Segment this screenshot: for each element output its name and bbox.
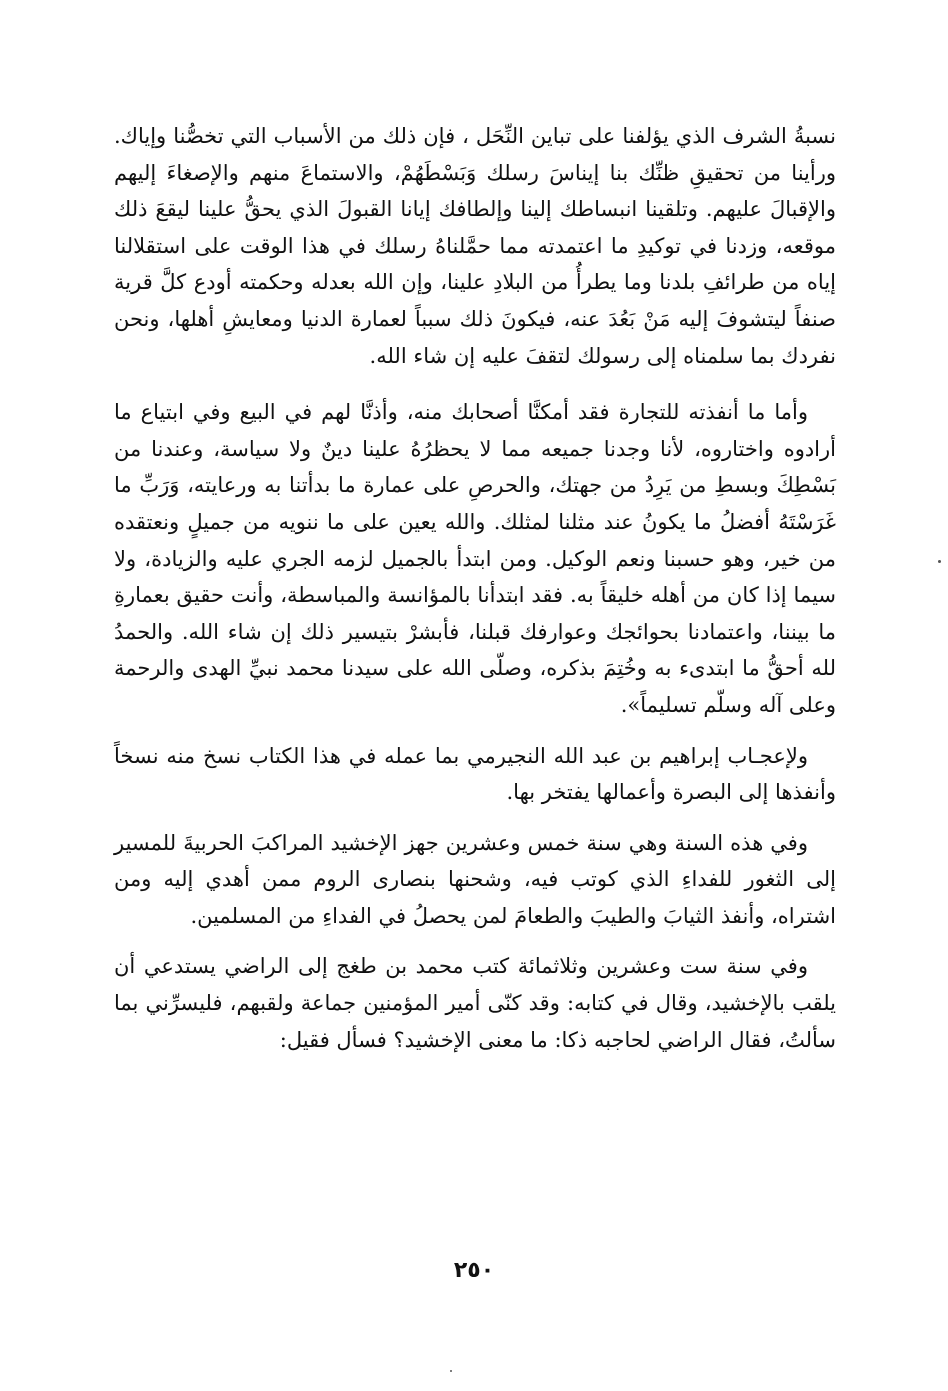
paragraph-5: وفي سنة ست وعشرين وثلاثمائة كتب محمد بن طغج إلى الراضي يستدعي أن يلقب بالإخشيد، وقال في كتابه: وقد كنّى أمير المؤمنين جماعة ولقبهم، فليسرِّني بما سألتُ، فقال الراضي لحاجبه ذكا: ما معنى الإخشيد؟ فسأل فقيل:	[114, 954, 836, 1052]
paragraph-4: وفي هذه السنة وهي سنة خمس وعشرين جهز الإخشيد المراكبَ الحربيةَ للمسير إلى الثغور للفداءِ الذي كوتب فيه، وشحنها بنصارى الروم ممن أهدي إليه ومن اشتراه، وأنفذ الثيابَ والطيبَ والطعامَ لمن يحصلُ في الفداءِ من المسلمين.	[114, 830, 836, 928]
paragraph-2: وأما ما أنفذته للتجارة فقد أمكنَّا أصحابك منه، وأذنَّا لهم في البيع وفي ابتياع ما أرادوه واختاروه، لأنا وجدنا جميعه مما لا يحظرُهُ علينا دينٌ ولا سياسة، وعندنا من بَسْطِكَ وبسطِ من يَرِدُ من جهتك، والحرصِ على عمارة ما بدأتنا به ورعايته، وَرَبِّ ما غَرَسْتَهُ أفضلُ ما يكونُ عند مثلنا لمثلك. والله يعين على ما ننويه من جميلٍ ونعتقده من خير، وهو حسبنا ونعم الوكيل. ومن ابتدأ بالجميل لزمه الجري عليه والزيادة، ولا سيما إذا كان من أهله خليقاً به. فقد ابتدأنا بالمؤانسة والمباسطة، وأنت حقيق بعمارةِ ما بيننا، واعتمادنا بحوائجك وعوارفك قبلنا، فأبشرْ بتيسير ذلك إن شاء الله. والحمدُ لله أحقُّ ما ابتدىء به وخُتِمَ بذكره، وصلّى الله على سيدنا محمد نبيِّ الهدى والرحمة وعلى آله وسلّم تسليماً».	[114, 400, 836, 717]
paragraph-3: ولإعجـاب إبراهيم بن عبد الله النجيرمي بما عمله في هذا الكتاب نسخ منه نسخاً وأنفذها إلى البصرة وأعمالها يفتخر بها.	[114, 743, 836, 805]
paragraph-1: نسبةُ الشرف الذي يؤلفنا على تباين النِّحَل ، فإن ذلك من الأسباب التي تخصُّنا وإياك. ورأينا من تحقيقِ ظنِّك بنا إيناسَ رسلك وَبَسْطَهُمْ، والاستماعَ منهم والإصغاءَ إليهم والإقبالَ عليهم. وتلقينا انبساطك إلينا وإلطافك إيانا القبولَ الذي يحقُّ علينا ليقعَ ذلك موقعه، وزدنا في توكيدِ ما اعتمدته مما حمَّلناهُ رسلك في هذا الوقت على استقلالنا إياه من طرائفِ بلدنا وما يطرأُ من البلادِ علينا، وإن الله بعدله وحكمته أودع كلَّ قرية صنفاً ليتشوفَ إليه مَنْ بَعُدَ عنه، فيكونَ ذلك سبباً لعمارة الدنيا ومعايشِ أهلها، ونحن نفردك بما سلمناه إلى رسولك لتقفَ عليه إن شاء الله.	[114, 124, 836, 368]
scan-speck	[938, 560, 941, 563]
page-number: ٢٥٠	[453, 1258, 495, 1283]
scan-speck	[450, 1370, 452, 1372]
page-body	[114, 118, 836, 1058]
